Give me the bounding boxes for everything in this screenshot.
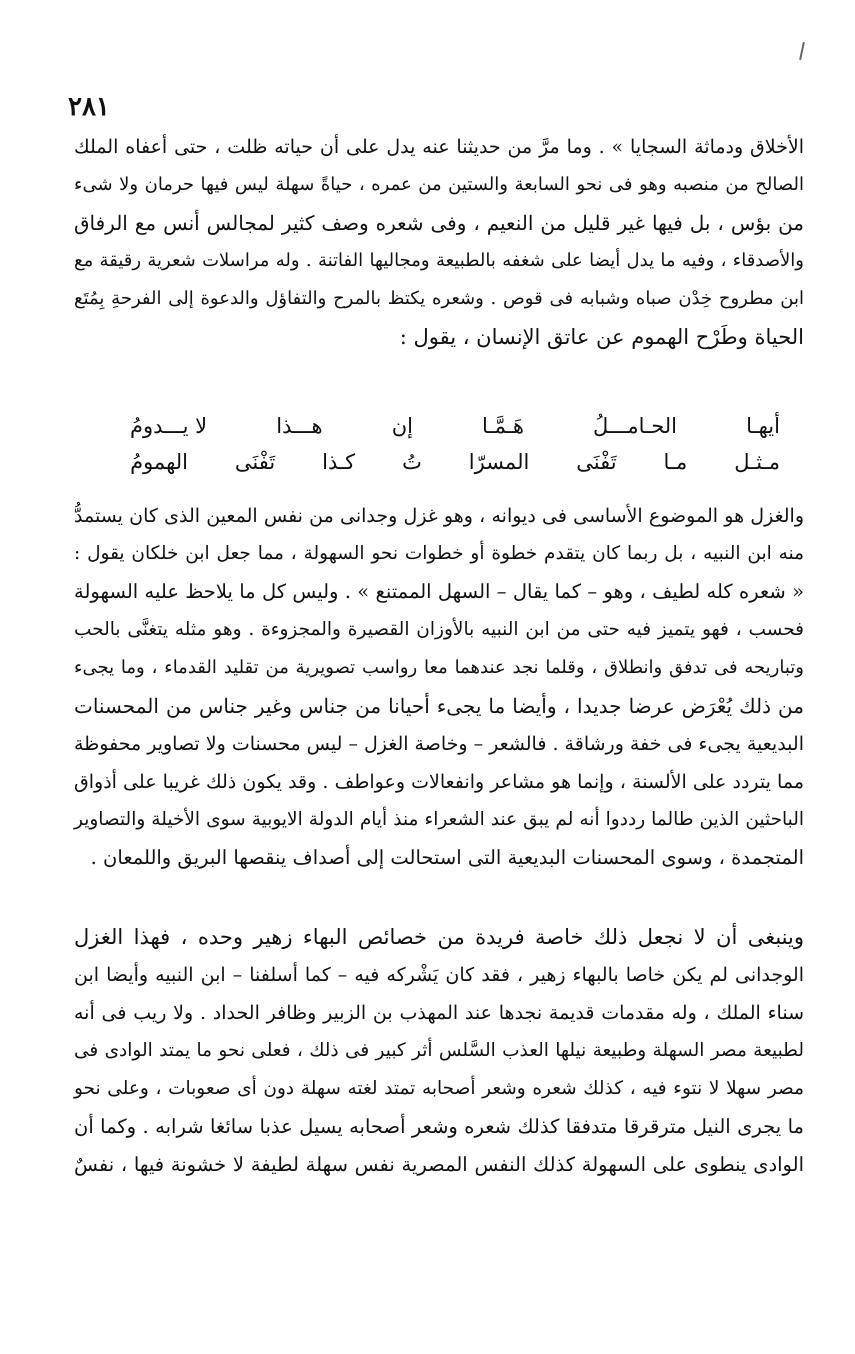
text-line: ابن مطروح خِدْن صباه وشبابه فى قوص . وشعره يكتظ بالمرح والتفاؤل والدعوة إلى الفرحةِ بِمُتَع xyxy=(74,288,804,309)
poem-verse-2 xyxy=(130,444,780,480)
poem-verse-1 xyxy=(130,408,780,444)
poem-word: الهمومُ xyxy=(130,450,188,474)
text-line: منه ابن النبيه ، بل ربما كان يتقدم خطوة أو خطوات نحو السهولة ، مما جعل ابن خلكان يقول : xyxy=(74,543,804,564)
poem-word: لا يـــدومُ xyxy=(130,414,208,438)
poem-word: تَفْنَى xyxy=(576,450,617,474)
text-line: الباحثين الذين طالما رددوا أنه لم يبق عند الشعراء منذ أيام الدولة الايوبية سوى الأخيلة والتصاوير xyxy=(74,809,804,830)
poem-word: مـا xyxy=(663,450,688,474)
text-line: وتباريحه فى تدفق وانطلاق ، وقلما نجد عندهما معا رواسب تصويرية من تقليد القدماء ، وما يجىء xyxy=(74,657,804,678)
text-line: وينبغى أن لا نجعل ذلك خاصة فريدة من خصائص البهاء زهير وحده ، فهذا الغزل xyxy=(74,925,804,949)
text-line: من بؤس ، بل فيها غير قليل من النعيم ، وفى شعره وصف كثير لمجالس أنس مع الرفاق xyxy=(74,211,805,235)
poem-word: المسرّا xyxy=(468,450,530,474)
poem-word: تُ xyxy=(402,450,422,474)
text-line: سناء الملك ، وله مقدمات قديمة نجدها عند المهذب بن الزبير وظافر الحداد . ولا ريب فى أنه xyxy=(74,1002,804,1024)
text-line: البديعية يجىء فى خفة ورشاقة . فالشعر – وخاصة الغزل – ليس محسنات ولا تصاوير محفوظة xyxy=(74,733,804,755)
poem-word: أيهـا xyxy=(746,414,780,438)
poem-word: هـــذا xyxy=(276,414,323,438)
text-line: الأخلاق ودماثة السجايا » . وما مرَّ من حديثنا عنه يدل على أن حياته ظلت ، حتى أعفاه الملك xyxy=(74,136,804,158)
text-line: من ذلك يُعْرَض عرضا جديدا ، وأيضا ما يجىء أحيانا من جناس وغير جناس من المحسنات xyxy=(74,694,804,718)
poem-word: تَفْنَى xyxy=(234,450,276,474)
paragraph-1 xyxy=(74,128,804,356)
text-line: فحسب ، فهو يتميز فيه حتى من ابن النبيه بالأوزان القصيرة والمجزوءة . وهو مثله يتغنَّى بالحب xyxy=(74,619,804,640)
page-number: ٢٨١ xyxy=(68,92,110,122)
poem-word: كـذا xyxy=(322,450,356,474)
text-line: الوجدانى لم يكن خاصا بالبهاء زهير ، فقد كان يَشْركه فيه – كما أسلفنا – ابن النبيه وأيضا ابن xyxy=(74,964,804,986)
paragraph-3 xyxy=(74,918,804,1184)
poem-word: إن xyxy=(391,414,413,438)
poem-verses xyxy=(130,408,780,480)
text-line: مصر سهلا لا نتوء فيه ، كذلك شعره وشعر أصحابه تمتد لغته سهلة دون أى صعوبات ، وعلى نحو xyxy=(74,1078,804,1099)
paragraph-2 xyxy=(74,497,804,877)
text-line: الوادى ينطوى على السهولة كذلك النفس المصرية نفس سهلة لطيفة لا خشونة فيها ، نفسٌ xyxy=(74,1153,804,1176)
text-line: والغزل هو الموضوع الأساسى فى ديوانه ، وهو غزل وجدانى من نفس المعين الذى كان يستمدُّ xyxy=(74,505,804,527)
poem-word: هَـمَّـا xyxy=(482,414,524,438)
text-line: الصالح من منصبه وهو فى نحو السابعة والستين من عمره ، حياةً سهلة ليس فيها حرمان ولا شىء xyxy=(74,174,804,195)
text-line: « شعره كله لطيف ، وهو – كما يقال – السهل الممتنع » . وليس كل ما يلاحظ عليه السهولة xyxy=(74,580,804,603)
text-line: مما يتردد على الألسنة ، وإنما هو مشاعر وانفعالات وعواطف . وقد يكون ذلك غريبا على أذواق xyxy=(74,771,804,793)
text-line: لطبيعة مصر السهلة وطبيعة نيلها العذب السَّلس أثر كبير فى ذلك ، فعلى نحو ما يمتد الوادى فى xyxy=(74,1040,804,1061)
poem-word: مـثـل xyxy=(734,450,780,474)
text-line: والأصدقاء ، وفيه ما يدل أيضا على شغفه بالطبيعة ومجاليها الفاتنة . وله مراسلات شعرية رقيقة مع xyxy=(74,250,804,271)
margin-mark xyxy=(799,42,805,60)
text-line: المتجمدة ، وسوى المحسنات البديعية التى استحالت إلى أصداف ينقصها البريق واللمعان . xyxy=(90,846,804,869)
poem-word: الحـامـــلُ xyxy=(593,414,677,438)
text-line: الحياة وطَرْح الهموم عن عاتق الإنسان ، يقول : xyxy=(399,325,804,349)
text-line: ما يجرى النيل مترقرقا متدفقا كذلك شعره وشعر أصحابه يسيل عذبا سائغا شرابه . وكما أن xyxy=(74,1115,804,1138)
